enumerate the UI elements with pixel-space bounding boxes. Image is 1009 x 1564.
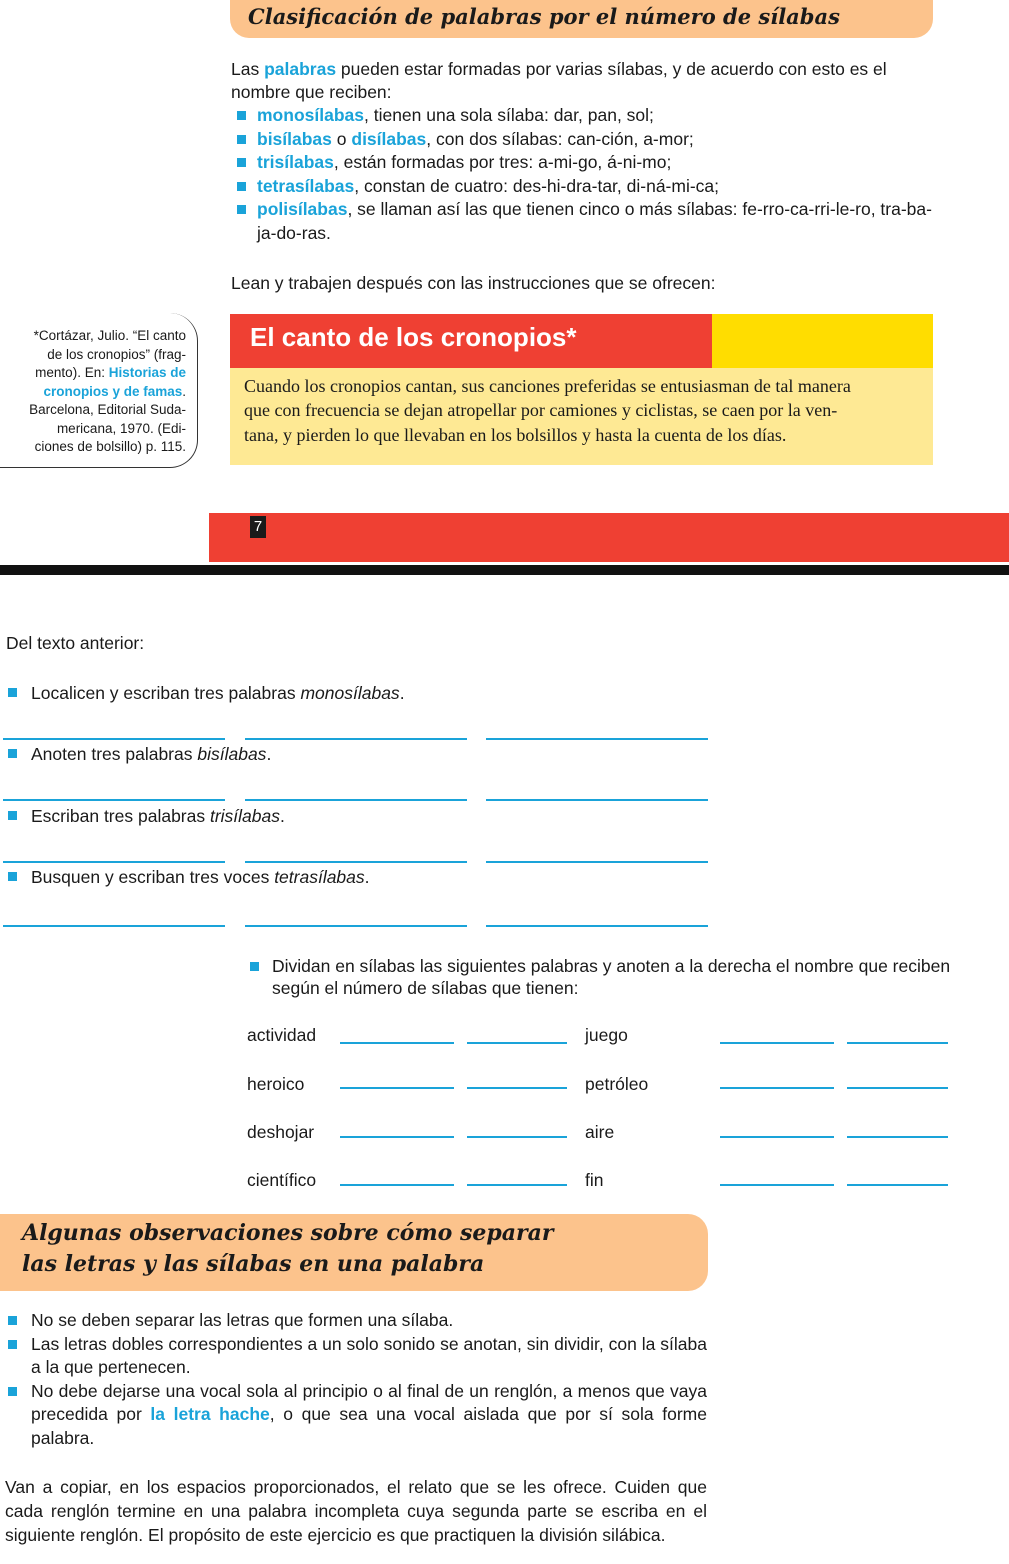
square-bullet-icon xyxy=(8,688,17,697)
intro-paragraph: Las palabras pueden estar formadas por varias sílabas, y de acuerdo con esto es el nombre que reciben: xyxy=(231,59,887,102)
list-item: monosílabas, tienen una sola sílaba: dar, pan, sol; xyxy=(231,104,933,128)
word-label: fin xyxy=(585,1170,604,1190)
answer-line[interactable] xyxy=(467,1136,567,1138)
list-item: No debe dejarse una vocal sola al principio o al final de un renglón, a menos que vaya precedida por la letra hache, o que sea una vocal aislada que por sí sola forme palabra. xyxy=(5,1380,707,1451)
answer-line[interactable] xyxy=(3,861,225,863)
instruction-text: Lean y trabajen después con las instrucciones que se ofrecen: xyxy=(231,273,716,293)
list-item: No se deben separar las letras que formen una sílaba. xyxy=(5,1309,707,1333)
page-footer-bar xyxy=(209,513,1009,562)
list-item: trisílabas, están formadas por tres: a-mi-go, á-ni-mo; xyxy=(231,151,933,175)
word-label: científico xyxy=(247,1170,317,1190)
square-bullet-icon xyxy=(237,111,246,120)
square-bullet-icon xyxy=(8,872,17,881)
divide-instruction: Dividan en sílabas las siguientes palabras y anoten a la derecha el nombre que reciben según el número de sílabas que tienen: xyxy=(250,955,955,999)
answer-line[interactable] xyxy=(720,1042,834,1044)
word-label: actividad xyxy=(247,1025,317,1045)
keyword-palabras: palabras xyxy=(264,59,337,79)
square-bullet-icon xyxy=(237,135,246,144)
list-item: tetrasílabas, constan de cuatro: des-hi-dra-tar, di-ná-mi-ca; xyxy=(231,175,933,199)
square-bullet-icon xyxy=(8,1340,17,1349)
answer-line[interactable] xyxy=(847,1184,948,1186)
exercise-item: Anoten tres palabras bisílabas. xyxy=(8,744,271,765)
square-bullet-icon xyxy=(8,749,17,758)
answer-line[interactable] xyxy=(486,925,708,927)
square-bullet-icon xyxy=(237,182,246,191)
answer-line[interactable] xyxy=(3,925,225,927)
list-item: polisílabas, se llaman así las que tienen cinco o más sílabas: fe-rro-ca-rri-le-ro, tra-ba-ja-do-ras. xyxy=(231,198,933,245)
answer-line[interactable] xyxy=(486,861,708,863)
exercise-item: Localicen y escriban tres palabras monosílabas. xyxy=(8,683,405,704)
answer-line[interactable] xyxy=(340,1136,454,1138)
answer-line[interactable] xyxy=(340,1042,454,1044)
answer-line[interactable] xyxy=(3,738,225,740)
answer-line[interactable] xyxy=(340,1087,454,1089)
answer-line[interactable] xyxy=(847,1087,948,1089)
word-label: petróleo xyxy=(585,1074,649,1094)
answer-line[interactable] xyxy=(340,1184,454,1186)
answer-line[interactable] xyxy=(720,1087,834,1089)
margin-note: *Cortázar, Julio. “El canto de los cronopios” (frag- mento). En: Historias de cronopios y de famas. Barcelona, Editorial Suda- mericana, 1970. (Edi- ciones de bolsillo) p. 115. xyxy=(29,328,186,454)
square-bullet-icon xyxy=(237,158,246,167)
answer-line[interactable] xyxy=(720,1184,834,1186)
reading-title: El canto de los cronopios* xyxy=(250,322,577,352)
answer-line[interactable] xyxy=(245,738,467,740)
answer-line[interactable] xyxy=(245,925,467,927)
square-bullet-icon xyxy=(8,811,17,820)
answer-line[interactable] xyxy=(467,1184,567,1186)
answer-line[interactable] xyxy=(3,799,225,801)
answer-line[interactable] xyxy=(245,861,467,863)
section-heading: Del texto anterior: xyxy=(6,633,145,653)
list-item: Las letras dobles correspondientes a un solo sonido se anotan, sin dividir, con la sílaba a la que pertenecen. xyxy=(5,1333,707,1380)
exercise-item: Busquen y escriban tres voces tetrasílabas. xyxy=(8,867,370,888)
word-label: juego xyxy=(585,1025,628,1045)
answer-line[interactable] xyxy=(245,799,467,801)
intro-block xyxy=(231,58,933,245)
page-divider xyxy=(0,565,1009,575)
reading-text: Cuando los cronopios cantan, sus canciones preferidas se entusiasman de tal manera que con frecuencia se dejan atropellar por camiones y ciclistas, se caen por la ven- tana, y pierden lo que llevaban en los bolsillos y hasta la cuenta de los días. xyxy=(244,376,851,445)
exercise-item: Escriban tres palabras trisílabas. xyxy=(8,806,285,827)
word-label: deshojar xyxy=(247,1122,315,1142)
observations-list xyxy=(5,1309,707,1450)
word-label: aire xyxy=(585,1122,615,1142)
square-bullet-icon xyxy=(8,1316,17,1325)
page-number: 7 xyxy=(250,516,266,538)
word-label: heroico xyxy=(247,1074,305,1094)
square-bullet-icon xyxy=(237,205,246,214)
answer-line[interactable] xyxy=(720,1136,834,1138)
answer-line[interactable] xyxy=(486,738,708,740)
closing-paragraph: Van a copiar, en los espacios proporcionados, el relato que se les ofrece. Cuiden que cada renglón termine en una palabra incompleta cuya segunda parte se escriba en el siguiente renglón. El propósito de este ejercicio es que practiquen la división silábica. xyxy=(5,1477,707,1545)
answer-line[interactable] xyxy=(847,1136,948,1138)
answer-line[interactable] xyxy=(847,1042,948,1044)
square-bullet-icon xyxy=(8,1387,17,1396)
observations-title: Algunas observaciones sobre cómo separar las letras y las sílabas en una palabra xyxy=(22,1220,554,1277)
answer-line[interactable] xyxy=(486,799,708,801)
reading-title-accent xyxy=(712,314,933,368)
answer-line[interactable] xyxy=(467,1087,567,1089)
page-title: Clasificación de palabras por el número de sílabas xyxy=(248,4,840,29)
square-bullet-icon xyxy=(250,962,259,971)
answer-line[interactable] xyxy=(467,1042,567,1044)
list-item: bisílabas o disílabas, con dos sílabas: can-ción, a-mor; xyxy=(231,128,933,152)
